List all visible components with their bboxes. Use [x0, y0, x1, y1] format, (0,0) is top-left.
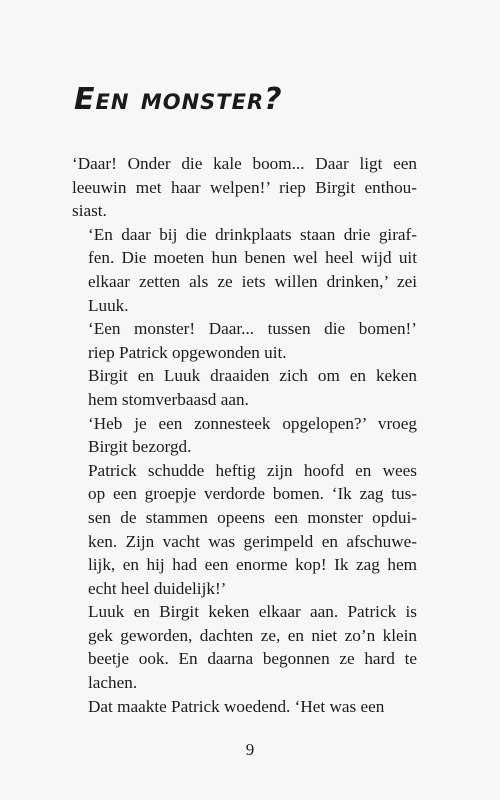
paragraph [72, 317, 417, 364]
text-line: siast. [72, 201, 107, 221]
text-line: sen de stammen opeens een monster opdui- [88, 507, 417, 527]
text-line: hem stomverbaasd aan. [88, 389, 249, 409]
text-line: Patrick schudde heftig zijn hoofd en wees [88, 460, 417, 480]
text-line: lijk, en hij had een enorme kop! Ik zag hem [88, 555, 417, 575]
text-line: Birgit en Luuk draaiden zich om en keken [88, 366, 417, 386]
text-line: elkaar zetten als ze iets willen drinken,’ zei [88, 271, 417, 291]
page-number: 9 [245, 740, 255, 759]
text-line: Birgit bezorgd. [88, 437, 192, 457]
paragraph [72, 364, 417, 411]
text-line: gek geworden, dachten ze, en niet zo’n klein [88, 625, 417, 645]
paragraph [72, 600, 417, 694]
text-line: ‘Heb je een zonnesteek opgelopen?’ vroeg [88, 413, 417, 433]
text-line: Luuk en Birgit keken elkaar aan. Patrick is [88, 602, 417, 622]
text-line: ‘Daar! Onder die kale boom... Daar ligt een [72, 154, 417, 173]
paragraph [72, 223, 417, 317]
text-line: leeuwin met haar welpen!’ riep Birgit enthou- [72, 177, 417, 197]
text-line: ‘En daar bij die drinkplaats staan drie giraf- [88, 224, 417, 244]
text-line: op een groepje verdorde bomen. ‘Ik zag tus- [88, 484, 417, 504]
text-line: echt heel duidelijk!’ [88, 578, 227, 598]
body-text [72, 152, 417, 718]
text-line: Dat maakte Patrick woedend. ‘Het was een [88, 696, 385, 716]
paragraph [72, 412, 417, 459]
text-line: lachen. [88, 673, 138, 693]
chapter-title: Een monster? [74, 82, 283, 117]
text-line: ‘Een monster! Daar... tussen die bomen!’ [88, 319, 417, 339]
paragraph [72, 459, 417, 601]
text-line: Luuk. [88, 295, 129, 315]
text-line: ken. Zijn vacht was gerimpeld en afschuwe- [88, 531, 417, 551]
paragraph [72, 695, 417, 719]
paragraph [72, 152, 417, 223]
text-line: fen. Die moeten hun benen wel heel wijd uit [88, 248, 417, 268]
text-line: riep Patrick opgewonden uit. [88, 342, 287, 362]
text-line: beetje ook. En daarna begonnen ze hard te [88, 649, 417, 669]
